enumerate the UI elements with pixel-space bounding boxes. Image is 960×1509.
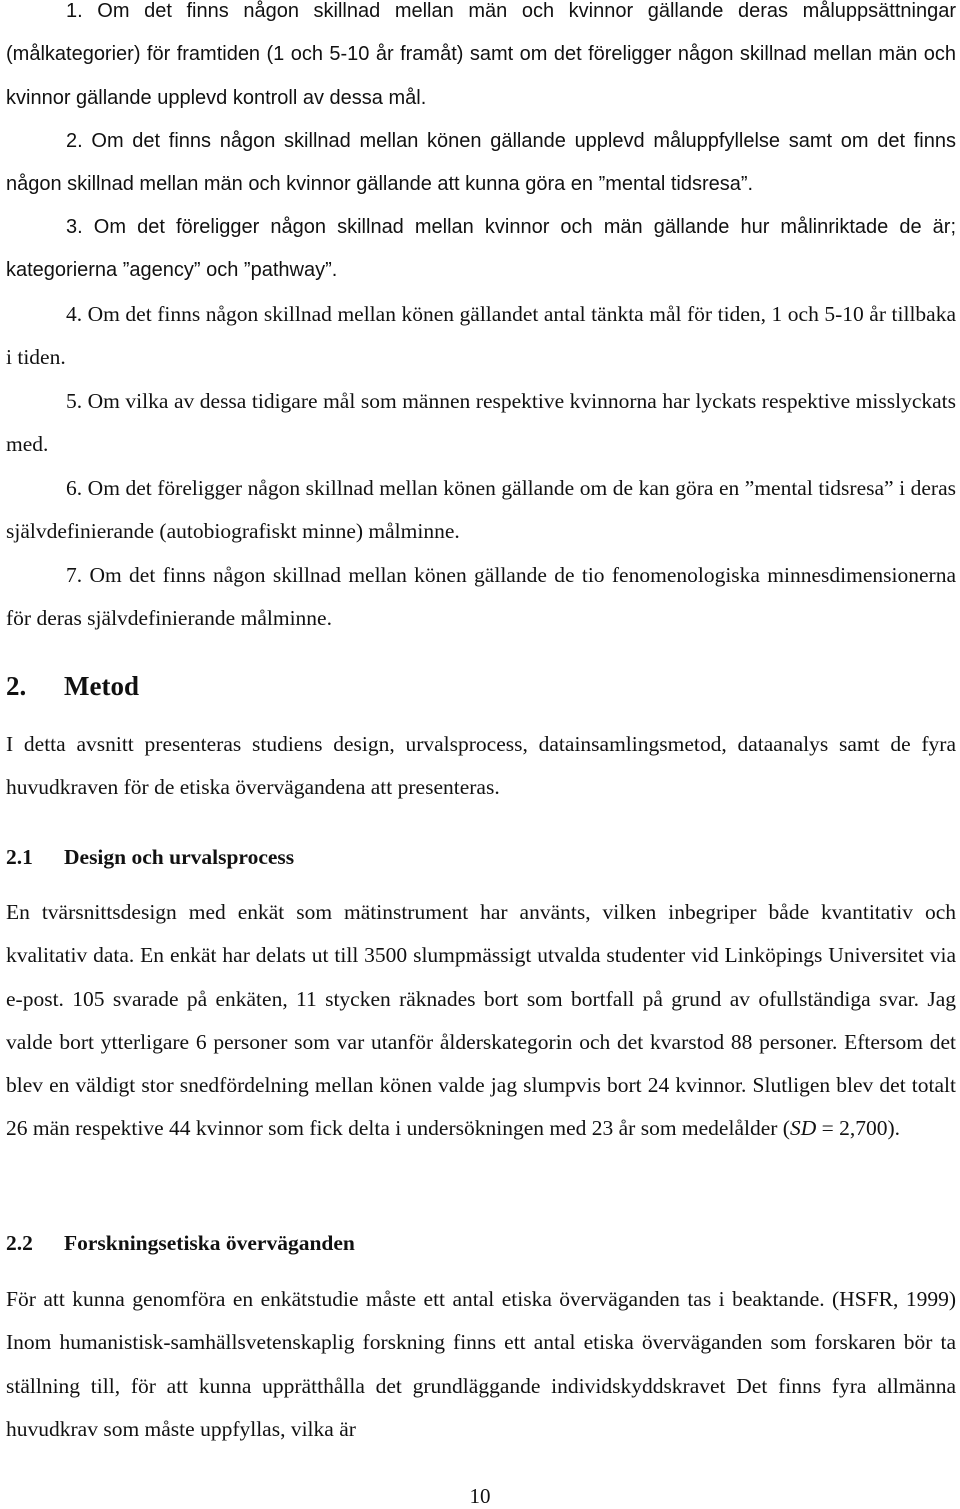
ethics-paragraph: För att kunna genomföra en enkätstudie måste ett antal etiska överväganden tas i beaktande. (HSFR, 1999) Inom humanistisk-samhällsvetenskaplig forskning finns ett antal etiska överväganden som forskaren bör ta ställning till, för att kunna upprätthålla det grundläggande individskyddskravet Det finns fyra allmänna huvudkrav som måste uppfyllas, vilka är (6, 1287, 956, 1441)
question-text: Om det finns någon skillnad mellan könen gällandet antal tänkta mål för tiden, 1 och 5-10 år tillbaka i tiden. (6, 302, 957, 370)
section-number: 2.2 (6, 1231, 33, 1255)
question-number: 5. (66, 389, 83, 413)
subsection-heading-design (6, 845, 294, 870)
question-text: Om det föreligger någon skillnad mellan könen gällande om de kan göra en ”mental tidsresa” i deras självdefinierande (autobiografiskt minne) målminne. (6, 476, 956, 544)
section-title: Forskningsetiska överväganden (64, 1231, 355, 1255)
question-text: Om det föreligger någon skillnad mellan kvinnor och män gällande hur målinriktade de är; kategorierna ”agency” och ”pathway”. (6, 216, 957, 282)
design-text: En tvärsnittsdesign med enkät som mätinstrument har använts, vilken inbegriper både kvantitativ och kvalitativ data. En enkät har delats ut till 3500 slumpmässigt utvalda studenter vid Linköpings Universitet via e-post. 105 svarade på enkäten, 11 stycken räknades bort som bortfall på grund av ofullständiga svar. Jag valde bort ytterligare 6 personer som var utanför ålderskategorin och det kvarstod 88 personer. Eftersom det blev en väldigt stor snedfördelning mellan könen valde jag slumpvis bort 24 kvinnor. Slutligen blev det totalt 26 män respektive 44 kvinnor som fick delta i undersökningen med 23 år som medelålder ( (6, 900, 956, 1141)
question-2 (6, 120, 956, 207)
question-6 (6, 467, 956, 554)
question-text: Om det finns någon skillnad mellan män och kvinnor gällande deras måluppsättningar (målkategorier) för framtiden (1 och 5-10 år framåt) samt om det föreligger någon skillnad mellan män och kvinnor gällande upplevd kontroll av dessa mål. (6, 0, 956, 109)
sd-label: SD (789, 1116, 817, 1141)
question-text: Om vilka av dessa tidigare mål som männen respektive kvinnorna har lyckats respektive misslyckats med. (6, 389, 956, 457)
page-number: 10 (469, 1484, 491, 1508)
question-text: Om det finns någon skillnad mellan könen gällande de tio fenomenologiska minnesdimensionerna för deras självdefinierande målminne. (6, 563, 956, 631)
section-number: 2.1 (6, 845, 33, 869)
question-3 (6, 206, 956, 293)
design-text-end: = 2,700). (816, 1116, 901, 1141)
question-7 (6, 554, 956, 641)
question-text: Om det finns någon skillnad mellan könen gällande upplevd måluppfyllelse samt om det finns någon skillnad mellan män och kvinnor gällande att kunna göra en ”mental tidsresa”. (6, 130, 956, 196)
question-4 (6, 293, 956, 380)
method-intro-paragraph: I detta avsnitt presenteras studiens design, urvalsprocess, datainsamlingsmetod, dataanalys samt de fyra huvudkraven för de etiska övervägandena att presenteras. (6, 732, 956, 800)
design-paragraph (6, 891, 956, 1151)
section-heading-method (6, 671, 139, 702)
subsection-heading-ethics (6, 1231, 355, 1256)
question-number: 7. (66, 563, 83, 587)
section-title: Design och urvalsprocess (64, 845, 295, 869)
question-number: 3. (66, 216, 83, 238)
section-title: Metod (64, 671, 139, 701)
question-number: 1. (66, 0, 83, 22)
section-number: 2. (6, 671, 27, 701)
question-5 (6, 380, 956, 467)
question-1 (6, 0, 956, 120)
question-number: 4. (66, 302, 83, 326)
question-number: 6. (66, 476, 83, 500)
question-number: 2. (66, 130, 83, 152)
